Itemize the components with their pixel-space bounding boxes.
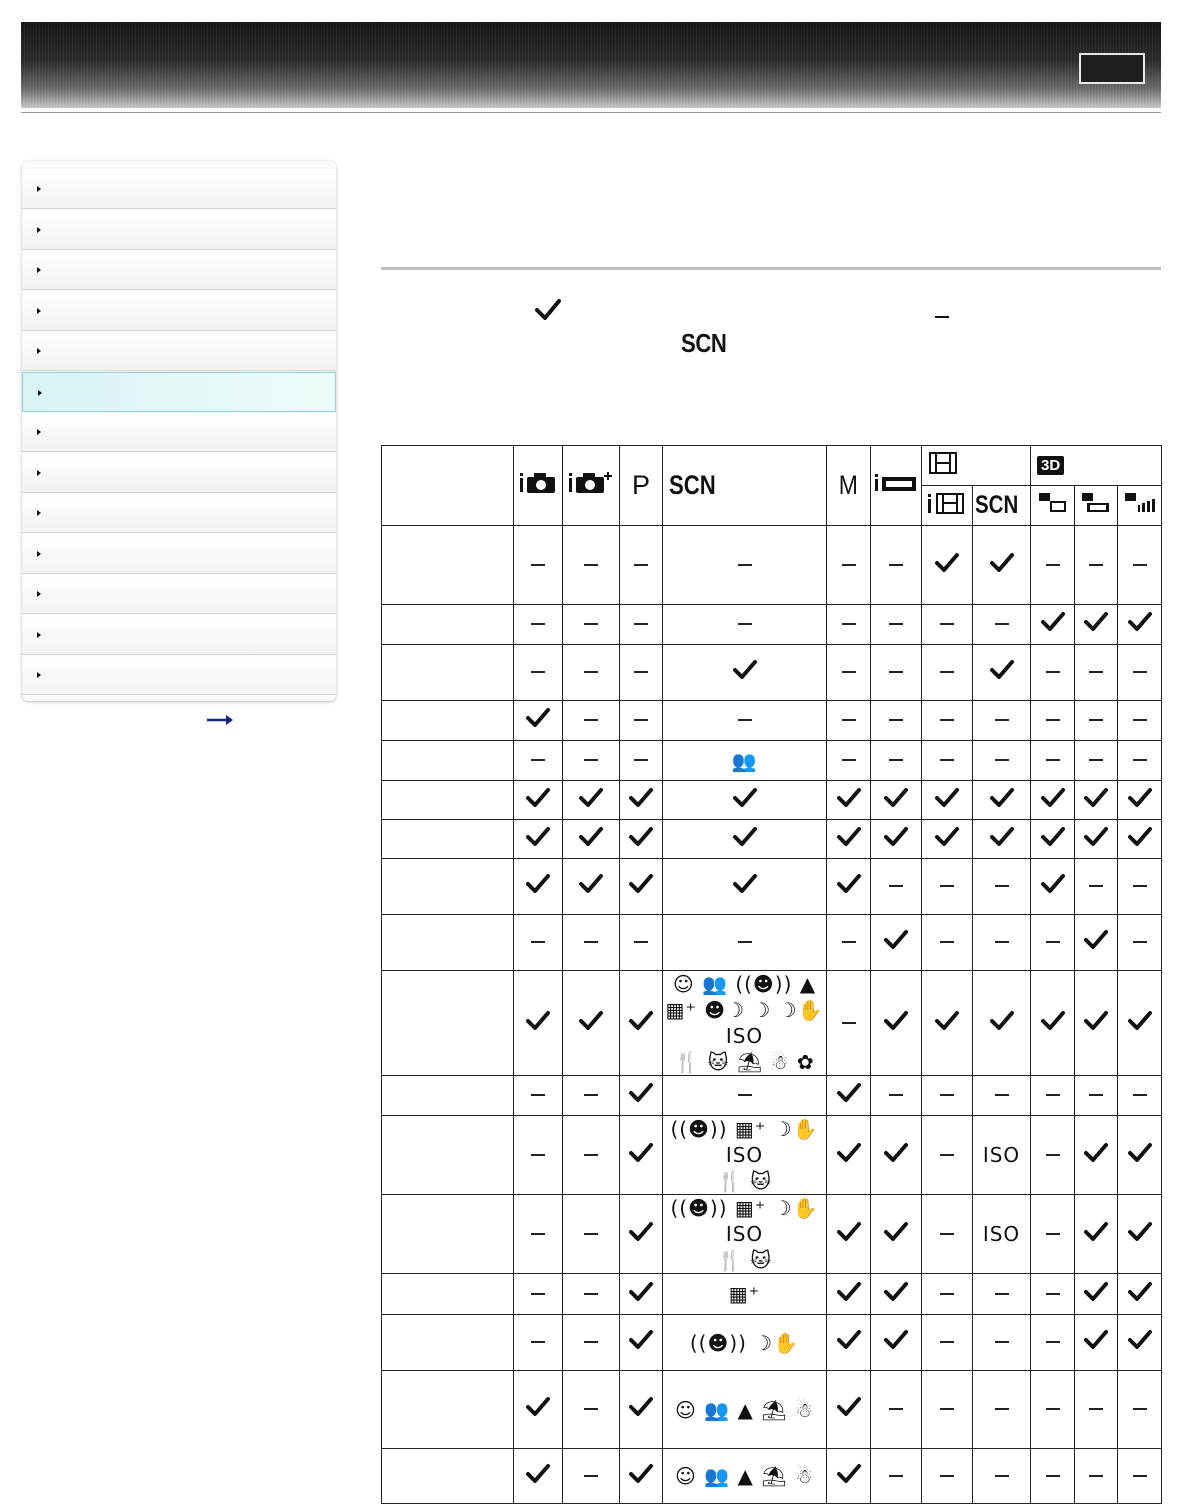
- dash-icon: [563, 526, 620, 605]
- scene-icons: ISO: [973, 1195, 1031, 1274]
- table-row: [382, 781, 1162, 820]
- check-icon: [973, 526, 1031, 605]
- dash-icon: [1031, 526, 1075, 605]
- check-icon: [514, 1449, 563, 1504]
- dash-icon: [871, 701, 922, 741]
- sidebar-nav: [22, 161, 336, 701]
- dash-icon: [1075, 1449, 1118, 1504]
- table-row: [382, 701, 1162, 741]
- check-icon: [1075, 605, 1118, 645]
- dash-icon: [620, 526, 663, 605]
- dash-icon: [563, 1449, 620, 1504]
- dash-icon: [827, 645, 871, 701]
- table-row: [382, 645, 1162, 701]
- dash-icon: [1031, 1195, 1075, 1274]
- header-scene-selection: SCN: [663, 446, 827, 526]
- row-label: [382, 645, 514, 701]
- check-icon: [1075, 781, 1118, 820]
- row-label: [382, 1116, 514, 1195]
- dash-icon: [827, 741, 871, 781]
- check-icon: [514, 971, 563, 1076]
- bullet-triangle-icon: [37, 227, 41, 233]
- dash-icon: [620, 701, 663, 741]
- header-3d-sweep-icon: [1031, 486, 1075, 526]
- sidebar-item-13[interactable]: [22, 655, 336, 695]
- dash-icon: [922, 605, 973, 645]
- check-icon: [620, 820, 663, 859]
- header-banner: [21, 22, 1161, 108]
- check-icon: [827, 1195, 871, 1274]
- check-icon: [1118, 781, 1162, 820]
- table-row: [382, 1315, 1162, 1371]
- check-icon: [871, 1274, 922, 1315]
- check-icon: [1031, 605, 1075, 645]
- check-icon: [827, 781, 871, 820]
- bullet-triangle-icon: [37, 308, 41, 314]
- dash-icon: [973, 915, 1031, 971]
- header-superior-auto-icon: [563, 446, 620, 526]
- check-icon: [620, 1274, 663, 1315]
- dash-icon: [871, 1449, 922, 1504]
- dash-icon: [620, 915, 663, 971]
- scene-icons: ☺ 👥 ▲ ⛱ ☃: [663, 1371, 827, 1449]
- row-label: [382, 971, 514, 1076]
- dash-icon: [871, 741, 922, 781]
- dash-icon: [563, 915, 620, 971]
- function-compatibility-table: [381, 445, 1162, 1504]
- dash-icon: [1118, 526, 1162, 605]
- row-label: [382, 526, 514, 605]
- table-row: [382, 1076, 1162, 1116]
- check-icon: [922, 820, 973, 859]
- row-label: [382, 701, 514, 741]
- dash-icon: [922, 1371, 973, 1449]
- check-icon: [1118, 820, 1162, 859]
- sidebar-item-7[interactable]: [22, 412, 336, 452]
- check-icon: [1118, 1274, 1162, 1315]
- row-label: [382, 781, 514, 820]
- scn-label: SCN: [681, 328, 727, 358]
- row-label: [382, 915, 514, 971]
- table-row: [382, 859, 1162, 915]
- check-icon: [827, 1116, 871, 1195]
- dash-icon: [871, 526, 922, 605]
- table-row: [382, 1116, 1162, 1195]
- check-icon: [871, 1315, 922, 1371]
- bullet-triangle-icon: [37, 632, 41, 638]
- dash-icon: [922, 859, 973, 915]
- check-icon: [1118, 1116, 1162, 1195]
- check-icon: [1075, 1274, 1118, 1315]
- sidebar-item-5[interactable]: [22, 331, 336, 371]
- dash-icon: [827, 605, 871, 645]
- check-icon: [871, 1195, 922, 1274]
- check-icon: [663, 859, 827, 915]
- header-movie-mode-icon: [922, 446, 1031, 486]
- dash-icon: [922, 1195, 973, 1274]
- check-icon: [563, 781, 620, 820]
- sidebar-item-10[interactable]: [22, 534, 336, 574]
- dash-icon: [563, 701, 620, 741]
- section-divider: [381, 267, 1161, 270]
- bullet-triangle-icon: [37, 186, 41, 192]
- check-icon: [1118, 605, 1162, 645]
- dash-icon: [1118, 1371, 1162, 1449]
- table-row: [382, 741, 1162, 781]
- dash-icon: [973, 1315, 1031, 1371]
- dash-icon: [827, 526, 871, 605]
- dash-icon: [1075, 1371, 1118, 1449]
- row-label: [382, 859, 514, 915]
- dash-icon: [514, 1116, 563, 1195]
- scene-icons: ☺ 👥 ((☻)) ▲ ▦⁺ ☻☽ ☽ ☽✋ ISO 🍴 🐱 ⛱ ☃ ✿: [663, 971, 827, 1076]
- dash-icon: [1031, 1371, 1075, 1449]
- check-icon: [827, 1274, 871, 1315]
- bullet-triangle-icon: [37, 591, 41, 597]
- check-icon: [1075, 1116, 1118, 1195]
- bullet-triangle-icon: [38, 390, 42, 396]
- scene-icons: ISO: [973, 1116, 1031, 1195]
- dash-icon: [1075, 741, 1118, 781]
- check-icon: [871, 971, 922, 1076]
- check-icon: [1075, 1315, 1118, 1371]
- check-icon: [1031, 820, 1075, 859]
- check-icon: [1075, 971, 1118, 1076]
- check-icon: [620, 971, 663, 1076]
- check-icon: [922, 971, 973, 1076]
- dash-icon: [827, 915, 871, 971]
- sidebar-item-8[interactable]: [22, 453, 336, 493]
- check-icon: [620, 781, 663, 820]
- dash-icon: [973, 1449, 1031, 1504]
- check-icon: [827, 1315, 871, 1371]
- check-icon: [1031, 859, 1075, 915]
- sidebar-item-12[interactable]: [22, 615, 336, 655]
- dash-icon: [973, 859, 1031, 915]
- header-movie-scn: SCN: [973, 486, 1031, 526]
- dash-icon: [563, 1274, 620, 1315]
- check-icon: [514, 820, 563, 859]
- dash-icon: [1075, 859, 1118, 915]
- check-icon: [620, 1116, 663, 1195]
- dash-icon: [1031, 1274, 1075, 1315]
- dash-icon: [922, 1315, 973, 1371]
- dash-icon: [620, 605, 663, 645]
- row-label: [382, 1195, 514, 1274]
- scene-icons: 👥: [663, 741, 827, 781]
- header-blank: [382, 446, 514, 526]
- check-icon: [620, 859, 663, 915]
- check-icon: [620, 1371, 663, 1449]
- dash-icon: [563, 1371, 620, 1449]
- row-label: [382, 1274, 514, 1315]
- dash-icon: [620, 741, 663, 781]
- check-icon: [973, 781, 1031, 820]
- row-label: [382, 820, 514, 859]
- dash-icon: [514, 915, 563, 971]
- sidebar-item-1[interactable]: [22, 169, 336, 209]
- dash-icon: [827, 971, 871, 1076]
- check-icon: [620, 1449, 663, 1504]
- sidebar-item-2[interactable]: [22, 210, 336, 250]
- dash-icon: [871, 645, 922, 701]
- check-icon: [514, 1371, 563, 1449]
- check-icon: [534, 298, 562, 322]
- dash-icon: [871, 1371, 922, 1449]
- dash-icon: [1118, 915, 1162, 971]
- check-icon: [620, 1195, 663, 1274]
- dash-icon: [514, 1274, 563, 1315]
- dash-icon: [1118, 741, 1162, 781]
- check-icon: [1118, 1315, 1162, 1371]
- check-icon: [663, 820, 827, 859]
- dash-icon: [1031, 645, 1075, 701]
- row-label: [382, 1449, 514, 1504]
- dash-icon: [663, 701, 827, 741]
- bullet-triangle-icon: [37, 510, 41, 516]
- dash-icon: [935, 316, 949, 318]
- dash-icon: [620, 645, 663, 701]
- row-label: [382, 605, 514, 645]
- row-label: [382, 1076, 514, 1116]
- check-icon: [1031, 971, 1075, 1076]
- check-icon: [1031, 781, 1075, 820]
- scene-icons: ((☻)) ▦⁺ ☽✋ ISO 🍴 🐱: [663, 1195, 827, 1274]
- dash-icon: [563, 645, 620, 701]
- dash-icon: [663, 526, 827, 605]
- dash-icon: [514, 645, 563, 701]
- check-icon: [1075, 1195, 1118, 1274]
- row-label: [382, 1371, 514, 1449]
- dash-icon: [1031, 1315, 1075, 1371]
- dash-icon: [1031, 1076, 1075, 1116]
- dash-icon: [973, 1274, 1031, 1315]
- dash-icon: [663, 915, 827, 971]
- check-icon: [827, 1076, 871, 1116]
- bullet-triangle-icon: [37, 348, 41, 354]
- header-3d-mode: 3D: [1031, 446, 1162, 486]
- dash-icon: [1031, 1449, 1075, 1504]
- check-icon: [922, 781, 973, 820]
- check-icon: [514, 859, 563, 915]
- header-program-auto: P: [620, 446, 663, 526]
- check-icon: [1118, 1195, 1162, 1274]
- check-icon: [620, 1315, 663, 1371]
- dash-icon: [514, 1195, 563, 1274]
- dash-icon: [563, 1076, 620, 1116]
- dash-icon: [973, 1076, 1031, 1116]
- dash-icon: [973, 605, 1031, 645]
- dash-icon: [922, 1076, 973, 1116]
- dash-icon: [1075, 645, 1118, 701]
- check-icon: [1075, 915, 1118, 971]
- check-icon: [1118, 971, 1162, 1076]
- dash-icon: [1031, 701, 1075, 741]
- check-icon: [514, 781, 563, 820]
- dash-icon: [514, 605, 563, 645]
- bullet-triangle-icon: [37, 551, 41, 557]
- dash-icon: [514, 1315, 563, 1371]
- check-icon: [663, 781, 827, 820]
- dash-icon: [922, 915, 973, 971]
- table-row: [382, 820, 1162, 859]
- dash-icon: [922, 1116, 973, 1195]
- check-icon: [827, 1449, 871, 1504]
- dash-icon: [1118, 859, 1162, 915]
- dash-icon: [973, 701, 1031, 741]
- dash-icon: [922, 645, 973, 701]
- scene-icons: ((☻)) ▦⁺ ☽✋ ISO 🍴 🐱: [663, 1116, 827, 1195]
- check-icon: [563, 859, 620, 915]
- dash-icon: [663, 605, 827, 645]
- check-icon: [973, 971, 1031, 1076]
- check-icon: [973, 645, 1031, 701]
- table-row: [382, 915, 1162, 971]
- check-icon: [827, 1371, 871, 1449]
- table-row: [382, 1371, 1162, 1449]
- bullet-triangle-icon: [37, 429, 41, 435]
- dash-icon: [922, 741, 973, 781]
- header-divider: [21, 112, 1161, 113]
- scene-icons: ((☻)) ☽✋: [663, 1315, 827, 1371]
- dash-icon: [514, 1076, 563, 1116]
- dash-icon: [827, 701, 871, 741]
- sidebar-item-4[interactable]: [22, 291, 336, 331]
- table-row: [382, 1274, 1162, 1315]
- table-row: [382, 971, 1162, 1076]
- check-icon: [871, 820, 922, 859]
- check-icon: [563, 820, 620, 859]
- dash-icon: [563, 741, 620, 781]
- check-icon: [871, 781, 922, 820]
- scene-icons: ☺ 👥 ▲ ⛱ ☃: [663, 1449, 827, 1504]
- header-intelligent-movie-icon: [922, 486, 973, 526]
- dash-icon: [871, 859, 922, 915]
- dash-icon: [563, 1195, 620, 1274]
- sidebar-item-9[interactable]: [22, 493, 336, 533]
- header-intelligent-panorama-icon: [871, 446, 922, 526]
- table-row: [382, 1449, 1162, 1504]
- sidebar-item-11[interactable]: [22, 574, 336, 614]
- dash-icon: [1075, 701, 1118, 741]
- check-icon: [871, 915, 922, 971]
- table-row: [382, 526, 1162, 605]
- check-icon: [827, 820, 871, 859]
- bullet-triangle-icon: [37, 672, 41, 678]
- dash-icon: [1118, 701, 1162, 741]
- row-label: [382, 741, 514, 781]
- dash-icon: [514, 526, 563, 605]
- table-row: [382, 1195, 1162, 1274]
- dash-icon: [663, 1076, 827, 1116]
- table-row: [382, 605, 1162, 645]
- check-icon: [973, 820, 1031, 859]
- dash-icon: [1118, 1076, 1162, 1116]
- dash-icon: [973, 741, 1031, 781]
- sidebar-item-6[interactable]: [22, 372, 336, 412]
- check-icon: [620, 1076, 663, 1116]
- dash-icon: [871, 605, 922, 645]
- check-icon: [827, 859, 871, 915]
- dash-icon: [922, 1274, 973, 1315]
- header-button[interactable]: [1079, 53, 1145, 84]
- dash-icon: [973, 1371, 1031, 1449]
- check-icon: [1075, 820, 1118, 859]
- check-icon: [871, 1116, 922, 1195]
- dash-icon: [563, 1116, 620, 1195]
- dash-icon: [1075, 1076, 1118, 1116]
- arrow-right-icon[interactable]: [206, 713, 234, 727]
- bullet-triangle-icon: [37, 267, 41, 273]
- dash-icon: [922, 701, 973, 741]
- dash-icon: [922, 1449, 973, 1504]
- row-label: [382, 1315, 514, 1371]
- dash-icon: [871, 1076, 922, 1116]
- dash-icon: [1118, 645, 1162, 701]
- header-manual-exposure: M: [827, 446, 871, 526]
- check-icon: [922, 526, 973, 605]
- sidebar-item-3[interactable]: [22, 250, 336, 290]
- dash-icon: [1075, 526, 1118, 605]
- check-icon: [663, 645, 827, 701]
- header-intelligent-auto-icon: [514, 446, 563, 526]
- scene-icons: ▦⁺: [663, 1274, 827, 1315]
- dash-icon: [1031, 1116, 1075, 1195]
- dash-icon: [1031, 915, 1075, 971]
- dash-icon: [1031, 741, 1075, 781]
- header-sweep-panorama-icon: [1075, 486, 1118, 526]
- check-icon: [514, 701, 563, 741]
- dash-icon: [563, 1315, 620, 1371]
- dash-icon: [514, 741, 563, 781]
- dash-icon: [1118, 1449, 1162, 1504]
- dash-icon: [563, 605, 620, 645]
- header-sweep-multi-angle-icon: [1118, 486, 1162, 526]
- check-icon: [563, 971, 620, 1076]
- bullet-triangle-icon: [37, 470, 41, 476]
